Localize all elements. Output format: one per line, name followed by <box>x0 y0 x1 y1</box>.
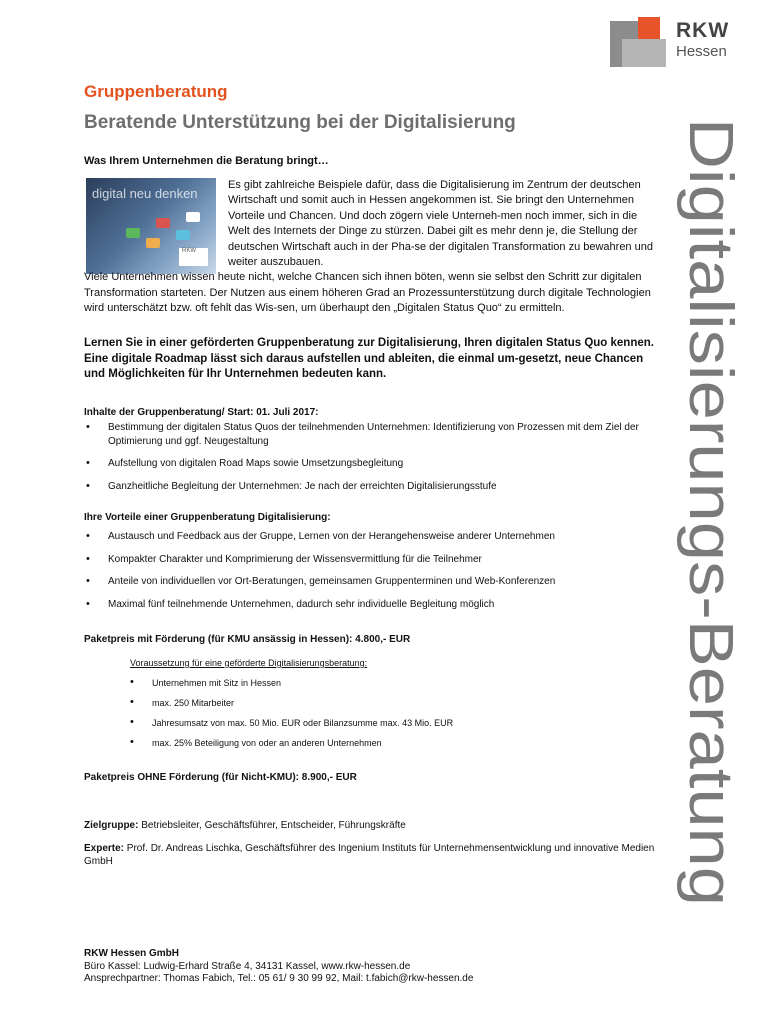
contents-heading: Inhalte der Gruppenberatung/ Start: 01. Juli 2017: <box>84 407 319 418</box>
footer-address: Büro Kassel: Ludwig-Erhard Straße 4, 34131 Kassel, www.rkw-hessen.de <box>84 960 411 972</box>
rkw-logo <box>610 17 750 69</box>
expert-value: Prof. Dr. Andreas Lischka, Geschäftsführer des Ingenium Instituts für Unternehmensentwicklung und innovative Medien GmbH <box>84 843 655 867</box>
requirements-heading: Voraussetzung für eine geförderte Digitalisierungsberatung: <box>130 658 368 668</box>
list-item: • Ganzheitliche Begleitung der Unternehmen: Je nach der erreichten Digitalisierungsstufe <box>84 480 674 494</box>
footer <box>84 948 473 986</box>
benefits-list <box>84 530 674 620</box>
list-item: • Maximal fünf teilnehmende Unternehmen, dadurch sehr individuelle Begleitung möglich <box>84 598 674 612</box>
target-value: Betriebsleiter, Geschäftsführer, Entscheider, Führungskräfte <box>138 820 406 831</box>
lead-paragraph: Lernen Sie in einer geförderten Gruppenberatung zur Digitalisierung, Ihren digitalen Status Quo kennen. Eine digitale Roadmap lässt sich daraus aufstellen und ableiten, die einmal um-gesetzt, neue Chancen und Möglichkeiten für Ihr Unternehmen bedeuten kann. <box>84 337 654 380</box>
intro-paragraph-right: Es gibt zahlreiche Beispiele dafür, dass die Digitalisierung im Zentrum der deutschen Wirtschaft und somit auch in Hessen angekommen ist. Sie bringt den Unternehmen Vorteile und Chancen. Und doch zögern viele Unterneh-men noch immer, sich in die Welt des Internets der Dinge zu stürzen. Dabei gilt es mehr denn je, die Stellung der deutschen Wirtschaft auch in der Pha-se der digitalen Transformation zu bewahren und weiter auszubauen. <box>228 179 653 269</box>
app-tile <box>186 212 200 222</box>
logo-orange-square <box>638 17 660 39</box>
price-funded: Paketpreis mit Förderung (für KMU ansässig in Hessen): 4.800,- EUR <box>84 634 411 645</box>
price-unfunded: Paketpreis OHNE Förderung (für Nicht-KMU): 8.900,- EUR <box>84 772 357 783</box>
page-title: Gruppenberatung <box>84 82 228 101</box>
logo-region: Hessen <box>676 43 727 60</box>
image-caption: digital neu denken <box>92 186 198 201</box>
list-item: • Bestimmung der digitalen Status Quos der teilnehmenden Unternehmen: Identifizierung von Prozessen mit dem Ziel der Optimierung und ggf. Neugestaltung <box>84 421 674 448</box>
expert <box>84 842 664 868</box>
list-item: • Aufstellung von digitalen Road Maps sowie Umsetzungsbegleitung <box>84 457 674 471</box>
digital-image <box>86 178 216 274</box>
page-subtitle: Beratende Unterstützung bei der Digitalisierung <box>84 112 516 133</box>
app-tile <box>156 218 170 228</box>
intro-heading: Was Ihrem Unternehmen die Beratung bringt… <box>84 155 329 167</box>
side-title-text: Digitalisierungs-Beratung <box>676 118 745 811</box>
logo-light-grey-block <box>622 39 666 67</box>
expert-label: Experte: <box>84 843 125 854</box>
app-tile <box>176 230 190 240</box>
app-tile <box>126 228 140 238</box>
contents-list <box>84 421 674 502</box>
target-label: Zielgruppe: <box>84 820 139 831</box>
requirements-list <box>130 677 630 757</box>
list-item: • Jahresumsatz von max. 50 Mio. EUR oder Bilanzsumme max. 43 Mio. EUR <box>130 717 630 729</box>
list-item: • Unternehmen mit Sitz in Hessen <box>130 677 630 689</box>
footer-company: RKW Hessen GmbH <box>84 948 180 959</box>
image-logo: RKW <box>179 248 208 266</box>
target-group <box>84 818 406 834</box>
list-item: • max. 25% Beteiligung von oder an anderen Unternehmen <box>130 737 630 749</box>
logo-brand: RKW <box>676 19 730 42</box>
list-item: • Kompakter Charakter und Komprimierung der Wissensvermittlung für die Teilnehmer <box>84 553 674 567</box>
app-tile <box>146 238 160 248</box>
list-item: • max. 250 Mitarbeiter <box>130 697 630 709</box>
list-item: • Austausch und Feedback aus der Gruppe, Lernen von der Herangehensweise anderer Unternehmen <box>84 530 674 544</box>
intro-paragraph-full: Viele Unternehmen wissen heute nicht, welche Chancen sich ihnen böten, wenn sie selbst den Schritt zur digitalen Transformation starteten. Der Nutzen aus einem höheren Grad an Prozessunterstützung durch digitale Technologien wird unterschätzt bzw. oft fehlt das Wis-sen, um überhaupt den „Digitalen Status Quo“ zu ermitteln. <box>84 271 651 314</box>
list-item: • Anteile von individuellen vor Ort-Beratungen, gemeinsamen Gruppenterminen und Web-Konferenzen <box>84 575 674 589</box>
footer-contact: Ansprechpartner: Thomas Fabich, Tel.: 05 61/ 9 30 99 92, Mail: t.fabich@rkw-hessen.de <box>84 973 474 984</box>
benefits-heading: Ihre Vorteile einer Gruppenberatung Digitalisierung: <box>84 512 331 523</box>
